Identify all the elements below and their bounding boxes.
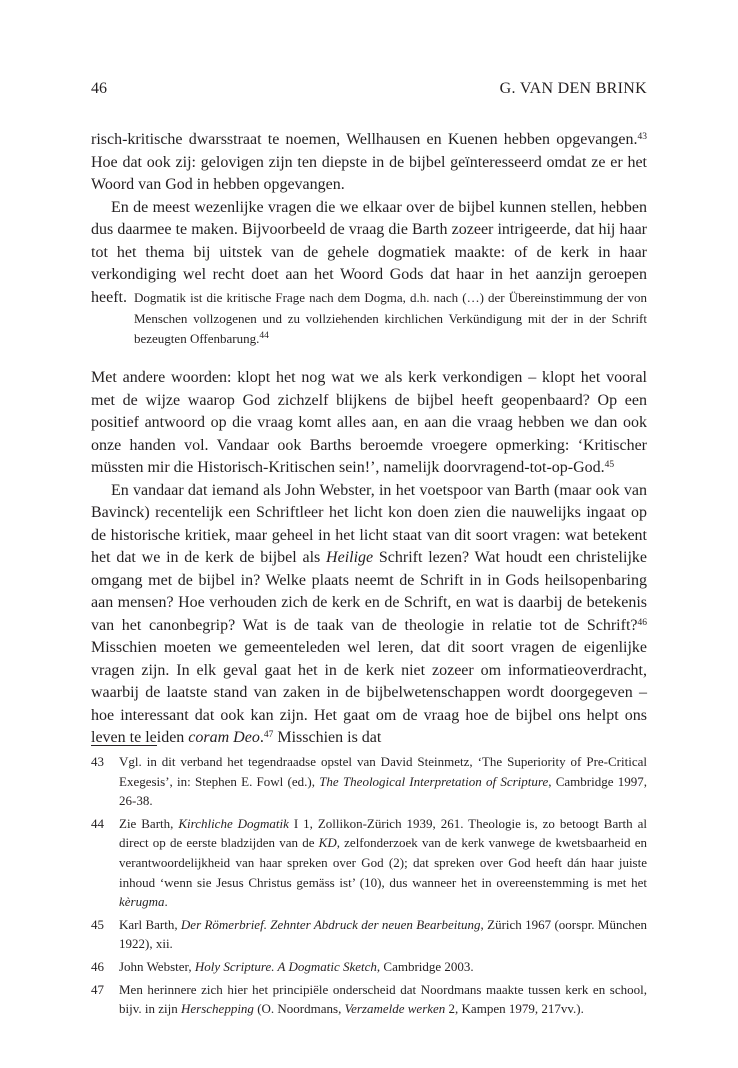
body-text-top (91, 129, 647, 309)
footnote-45 (91, 915, 647, 954)
paragraph: En de meest wezenlijke vragen die we elkaar over de bijbel kunnen stellen, hebben dus daarmee te maken. Bijvoorbeeld de vraag die Barth zozeer intrigeerde, dat hij haar tot het thema bij uitstek van de gehele dogmatiek maakte: of de kerk in haar verkondiging wel recht doet aan het Woord Gods dat haar in het aanzijn geroepen heeft. (91, 198, 647, 306)
footnote-number: 44 (91, 815, 104, 831)
footnote-text: Vgl. in dit verband het tegendraadse opstel van David Steinmetz, ‘The Superiority of Pre-Critical Exegesis’, in: Stephen E. Fowl (ed.), The Theological Interpretation of Scripture, Cambridge 1997, 26-38. (119, 754, 647, 809)
footnote-number: 45 (91, 916, 104, 932)
paragraph: Met andere woorden: klopt het nog wat we als kerk verkondigen – klopt het vooral met de wijze waarop God zichzelf blijkens de bijbel heeft geopenbaard? Op een positief antwoord op die vraag komt alles aan, en aan die vraag hebben we dan ook onze handen vol. Vandaar ook Barths beroemde vroegere opmerking: ‘Kritischer müssten mir die Historisch-Kritischen sein!’, namelijk doorvragend-tot-op-God.$^{45}$ (91, 369, 647, 476)
running-header (91, 79, 647, 101)
footnote-ref[interactable]: 44 (259, 331, 269, 341)
body-text-bottom (91, 367, 647, 750)
footnote-ref[interactable]: 43 (637, 132, 647, 142)
footnote-43 (91, 752, 647, 811)
footnote-ref[interactable]: 45 (604, 460, 615, 470)
footnote-ref[interactable]: 47 (263, 730, 274, 740)
footnote-separator (91, 745, 157, 746)
footnotes (91, 752, 647, 1022)
footnote-text: John Webster, Holy Scripture. A Dogmatic Sketch, Cambridge 2003. (119, 958, 474, 974)
footnote-46 (91, 957, 647, 977)
paragraph: risch-kritische dwarsstraat te noemen, Wellhausen en Kuenen hebben opgevangen.$^{43}$ Hoe dat ook zij: gelovigen zijn ten diepste in de bijbel geïnteresseerd omdat ze er het Woord van God in hebben opgevangen. (91, 131, 647, 193)
footnote-44 (91, 814, 647, 912)
footnote-text: Zie Barth, Kirchliche Dogmatik I 1, Zollikon-Zürich 1939, 261. Theologie is, zo betoogt Barth al direct op de eerste bladzijden van de KD, zelfonderzoek van de kerk vanwege de kwetsbaarheid en verantwoordelijkheid van haar spreken over God (2); dat spreken over God heeft dán haar juiste inhoud ‘wenn sie Jesus Christus gemäss ist’ (10), dus wanneer het in overeenstemming is met het kèrugma. (119, 815, 648, 910)
footnote-number: 47 (91, 981, 104, 997)
footnote-number: 46 (91, 958, 104, 974)
footnote-text: Karl Barth, Der Römerbrief. Zehnter Abdruck der neuen Bearbeitung, Zürich 1967 (oorspr. München 1922), xii. (119, 916, 647, 952)
paragraph: En vandaar dat iemand als John Webster, in het voetspoor van Barth (maar ook van Bavinck) recentelijk een Schriftleer het licht kon doen zien die nauwelijks ingaat op de historische kritiek, maar geheel in het licht staat van dit soort vragen: wat betekent het dat we in de kerk de bijbel als Heilige Schrift lezen? Wat houdt een christelijke omgang met de bijbel in? Welke plaats neemt de Schrift in in Gods heilsopenbaring aan mensen? Hoe verhouden zich de kerk en de Schrift, en wat is daarbij de betekenis van het canonbegrip? Wat is de taak van de theologie in relatie tot de Schrift?$^{46}$ Misschien moeten we gemeenteleden wel leren, dat dit soort vragen de eigenlijke vragen zijn. In elk geval gaat het in de kerk niet zozeer om informatieoverdracht, waarbij de laatste stand van zaken in de bijbelwetenschappen wordt doorgegeven – hoe interessant dat ook kan zijn. Het gaat om de vraag hoe de bijbel ons helpt ons leven te leiden coram Deo.$^{47}$ Misschien is dat (91, 481, 647, 746)
block-quote (134, 288, 647, 350)
footnote-ref[interactable]: 46 (637, 617, 647, 628)
footnote-number: 43 (91, 754, 104, 769)
footnote-text: Men herinnere zich hier het principiële onderscheid dat Noordmans maakte tussen kerk en school, bijv. in zijn Herschepping (O. Noordmans, Verzamelde werken 2, Kampen 1979, 217vv.). (119, 981, 647, 1017)
footnote-47 (91, 980, 647, 1019)
running-head-author: G. VAN DEN BRINK (499, 80, 647, 97)
page-number: 46 (91, 80, 107, 97)
quote-text: Dogmatik ist die kritische Frage nach dem Dogma, d.h. nach (…) der Übereinstimmung der von Menschen vollzogenen und zu vollziehenden kirchlichen Verkündigung mit der in der Schrift bezeugten Offenbarung.$^{44}$ (134, 290, 647, 346)
